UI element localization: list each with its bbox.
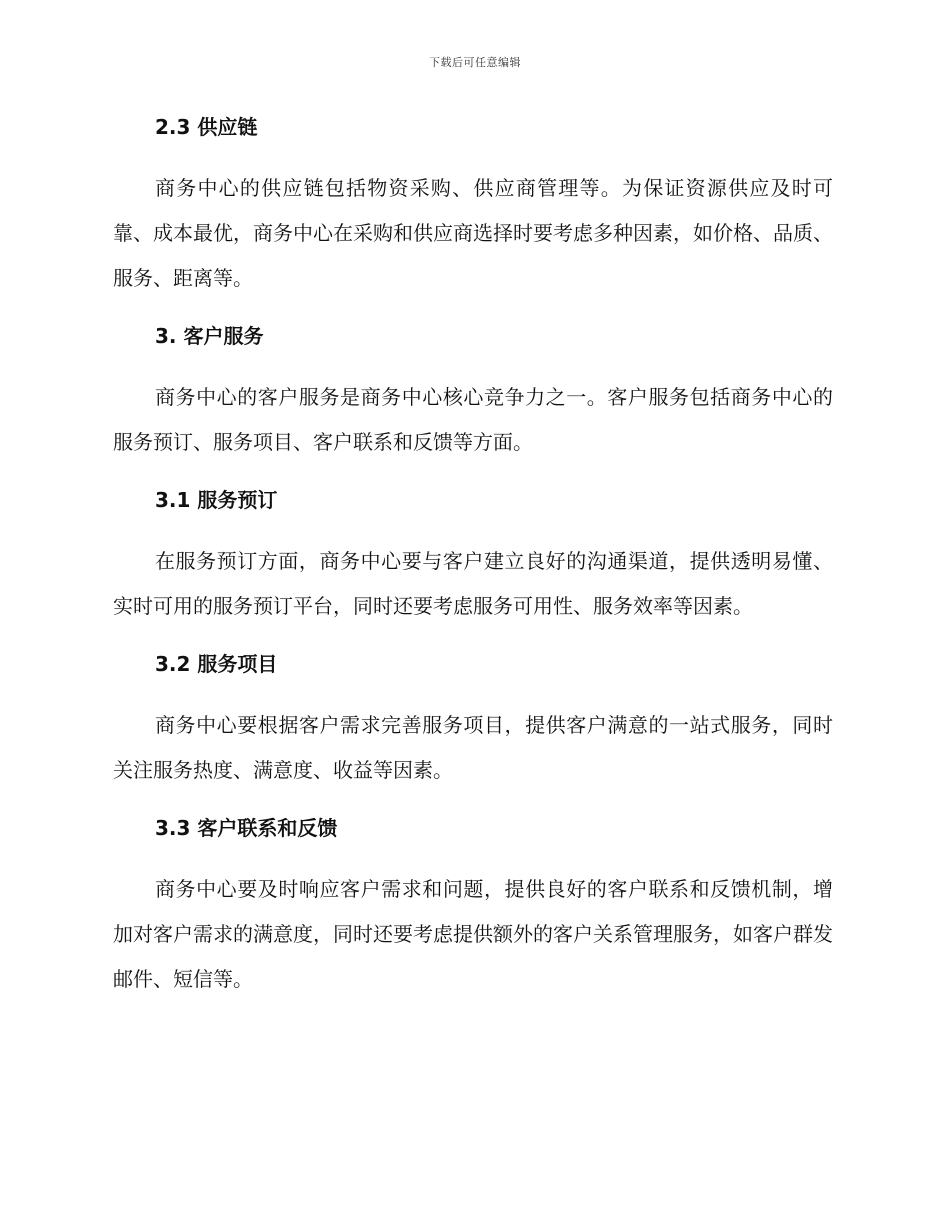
- section-heading-supply-chain: 2.3 供应链: [155, 115, 258, 139]
- section-paragraph-customer-service: 商务中心的客户服务是商务中心核心竞争力之一。客户服务包括商务中心的服务预订、服务项目、客户联系和反馈等方面。: [113, 385, 833, 454]
- page-header-note: 下载后可任意编辑: [429, 56, 521, 69]
- section-paragraph-contact-feedback: 商务中心要及时响应客户需求和问题，提供良好的客户联系和反馈机制，增加对客户需求的满意度，同时还要考虑提供额外的客户关系管理服务，如客户群发邮件、短信等。: [113, 877, 833, 991]
- section-paragraph-service-items: 商务中心要根据客户需求完善服务项目，提供客户满意的一站式服务，同时关注服务热度、满意度、收益等因素。: [113, 713, 833, 782]
- section-paragraph-service-booking: 在服务预订方面，商务中心要与客户建立良好的沟通渠道，提供透明易懂、实时可用的服务预订平台，同时还要考虑服务可用性、服务效率等因素。: [113, 549, 833, 618]
- section-heading-service-booking: 3.1 服务预订: [155, 488, 278, 512]
- section-heading-service-items: 3.2 服务项目: [155, 652, 278, 676]
- section-heading-contact-feedback: 3.3 客户联系和反馈: [155, 816, 338, 840]
- document-body: [113, 110, 833, 1002]
- section-heading-customer-service: 3. 客户服务: [155, 324, 264, 348]
- section-paragraph-supply-chain: 商务中心的供应链包括物资采购、供应商管理等。为保证资源供应及时可靠、成本最优，商务中心在采购和供应商选择时要考虑多种因素，如价格、品质、服务、距离等。: [113, 176, 833, 290]
